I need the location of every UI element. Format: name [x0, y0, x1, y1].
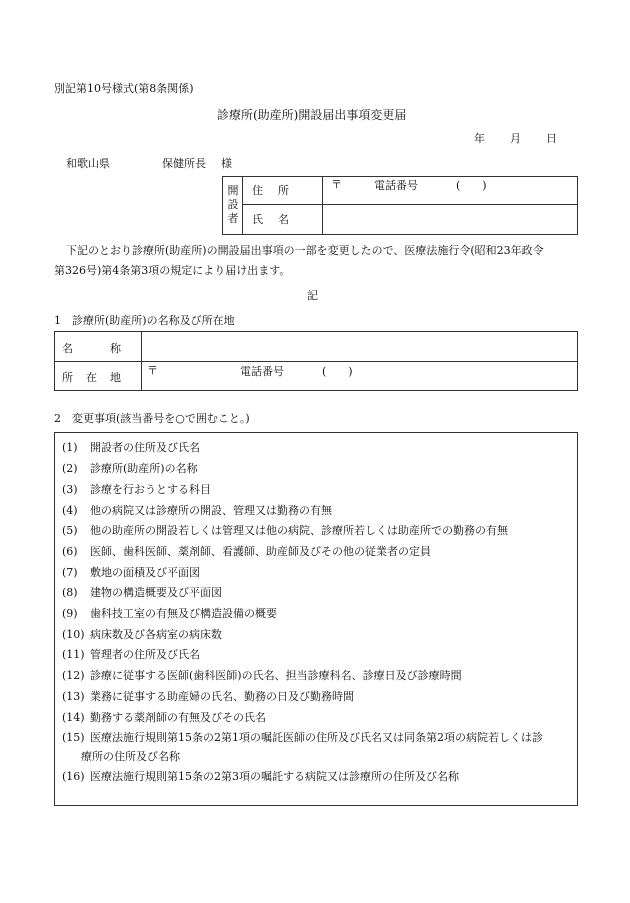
- founder-name-label: 氏 名: [252, 213, 291, 226]
- change-item[interactable]: (1) 開設者の住所及び氏名: [62, 441, 200, 454]
- facility-postal-mark: 〒: [147, 364, 158, 377]
- date-year: 年: [474, 132, 485, 145]
- facility-location-label: 所 在 地: [62, 371, 122, 384]
- change-item[interactable]: (16) 医療法施行規則第15条の2第3項の嘱託する病院又は診療所の住所及び名称: [62, 770, 459, 783]
- section2-heading: 2 変更事項(該当番号を○で囲むこと。): [54, 412, 250, 425]
- facility-name-field[interactable]: [145, 334, 573, 358]
- change-item[interactable]: (9) 歯科技工室の有無及び構造設備の概要: [62, 607, 277, 620]
- change-item[interactable]: (13) 業務に従事する助産婦の氏名、勤務の日及び勤務時間: [62, 690, 354, 703]
- change-item[interactable]: (8) 建物の構造概要及び平面図: [62, 586, 222, 599]
- change-item[interactable]: (7) 敷地の面積及び平面図: [62, 566, 200, 579]
- form-title: 診療所(助産所)開設届出事項変更届: [217, 108, 407, 122]
- section1-heading: 1 診療所(助産所)の名称及び所在地: [54, 314, 235, 327]
- date-month: 月: [510, 132, 521, 145]
- founder-name-field[interactable]: [326, 207, 574, 231]
- founder-postal-mark: 〒: [331, 178, 342, 191]
- form-id: 別記第10号様式(第8条関係): [54, 82, 194, 95]
- facility-name-label: 名 称: [62, 342, 122, 355]
- ki-mark: 記: [307, 289, 318, 302]
- founder-label: 開設者: [227, 184, 239, 225]
- founder-phone-label: 電話番号: [374, 179, 418, 192]
- founder-phone-paren: ( ): [456, 179, 487, 192]
- change-item[interactable]: (4) 他の病院又は診療所の開設、管理又は勤務の有無: [62, 504, 332, 517]
- change-item[interactable]: (14) 勤務する薬剤師の有無及びその氏名: [62, 711, 266, 724]
- change-item[interactable]: (11) 管理者の住所及び氏名: [62, 648, 200, 661]
- addressee-honorific: 様: [221, 157, 232, 170]
- change-item[interactable]: (10) 病床数及び各病室の病床数: [62, 628, 222, 641]
- change-item[interactable]: (6) 医師、歯科医師、薬剤師、看護師、助産師及びその他の従業者の定員: [62, 545, 431, 558]
- change-item[interactable]: (15) 医療法施行規則第15条の2第1項の嘱託医師の住所及び氏名又は同条第2項の病院若しくは診: [62, 731, 543, 744]
- body-line-1: 下記のとおり診療所(助産所)の開設届出事項の一部を変更したので、医療法施行令(昭和23年政令: [66, 244, 544, 257]
- founder-address-label: 住 所: [252, 184, 291, 197]
- facility-phone-label: 電話番号: [240, 365, 284, 378]
- change-item[interactable]: (5) 他の助産所の開設若しくは管理又は他の病院、診療所若しくは助産所での勤務の有無: [62, 524, 508, 537]
- founder-address-field[interactable]: [326, 186, 574, 202]
- addressee-prefecture: 和歌山県: [66, 157, 110, 170]
- change-item[interactable]: (2) 診療所(助産所)の名称: [62, 462, 198, 475]
- body-line-2: 第326号)第4条第3項の規定により届け出ます。: [54, 264, 291, 277]
- change-item[interactable]: (3) 診療を行おうとする科目: [62, 483, 211, 496]
- facility-phone-paren: ( ): [322, 365, 353, 378]
- facility-location-field[interactable]: [145, 376, 573, 388]
- change-item-continuation: 療所の住所及び名称: [81, 750, 180, 763]
- change-item[interactable]: (12) 診療に従事する医師(歯科医師)の氏名、担当診療科名、診療日及び診療時間: [62, 669, 462, 682]
- date-day: 日: [546, 132, 557, 145]
- addressee-office: 保健所長: [162, 157, 206, 170]
